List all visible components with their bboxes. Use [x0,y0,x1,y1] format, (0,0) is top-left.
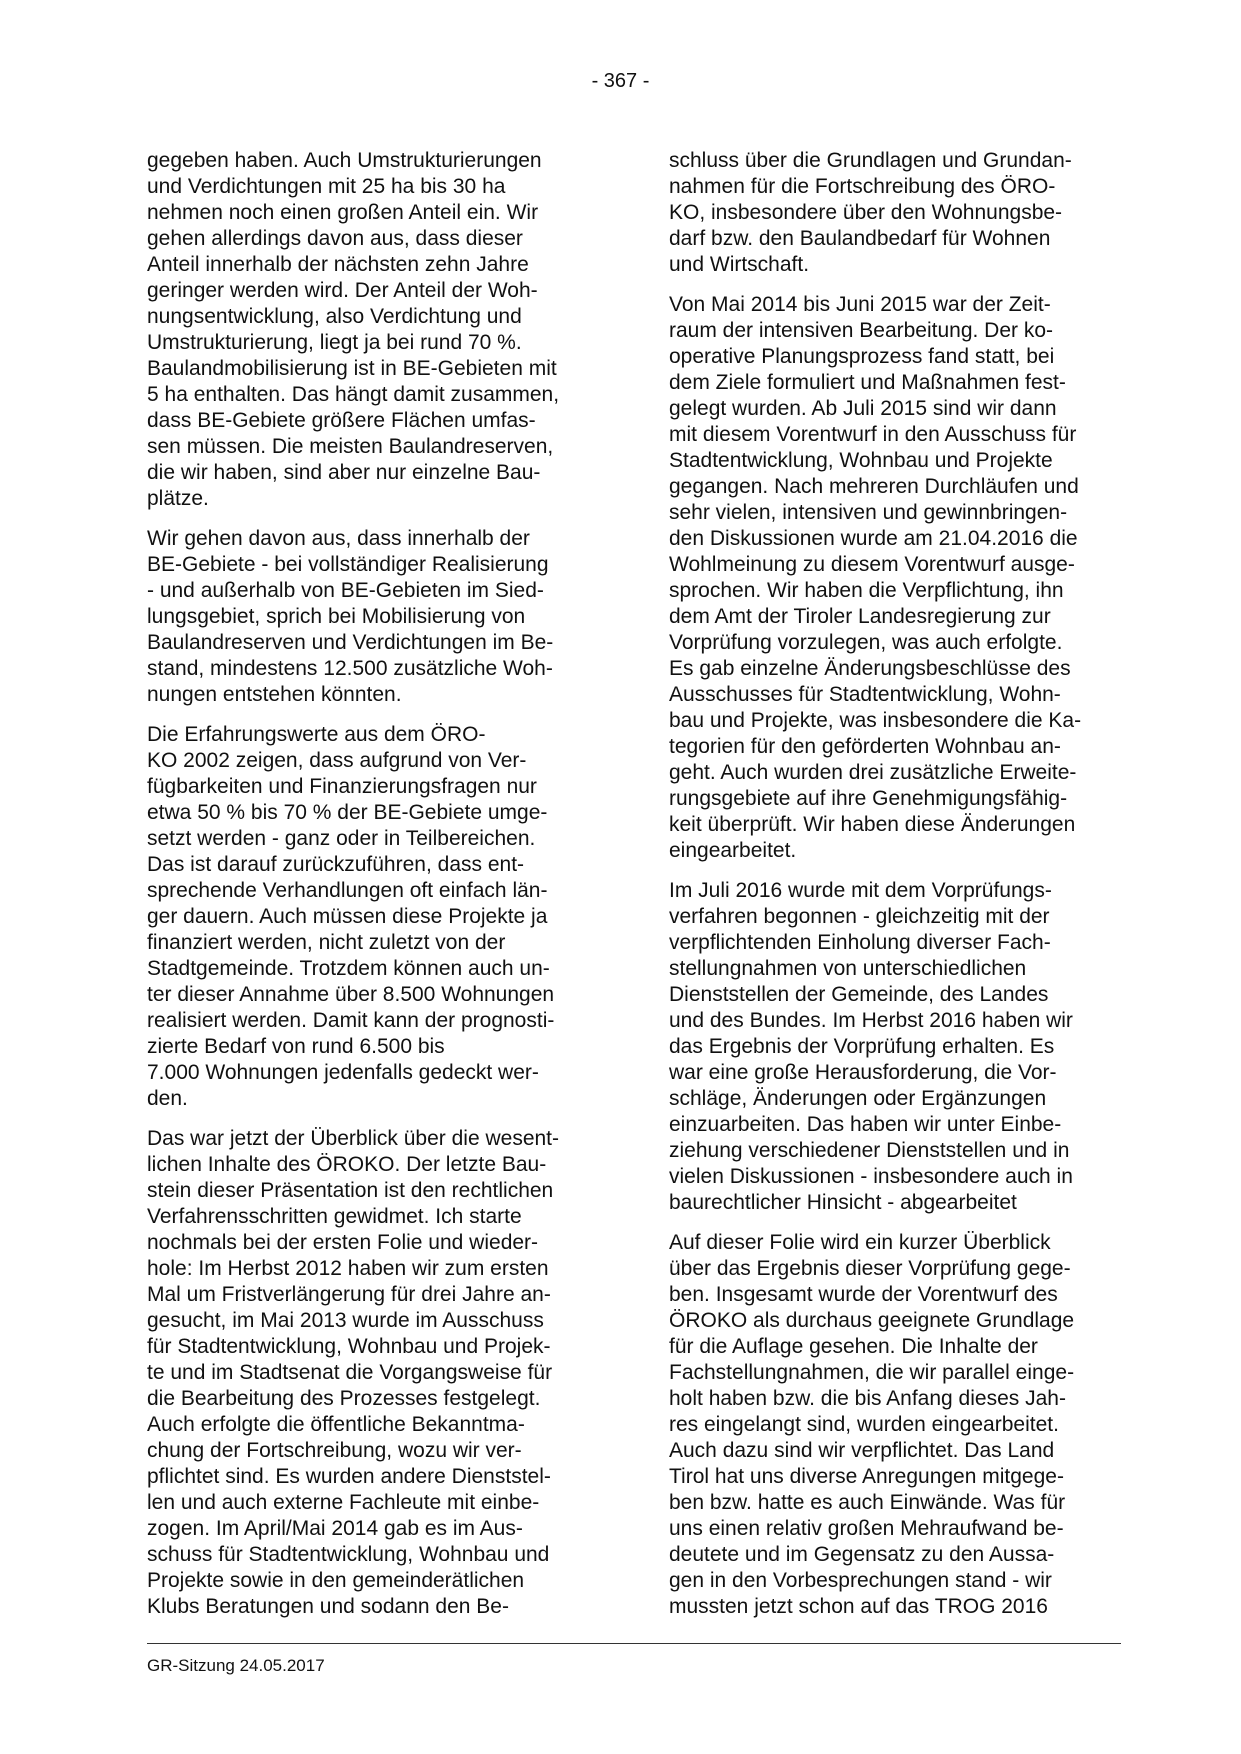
text-line: setzt werden - ganz oder in Teilbereichen. [147,827,536,850]
text-line: Anteil innerhalb der nächsten zehn Jahre [147,253,529,276]
text-line: geht. Auch wurden drei zusätzliche Erweite- [669,761,1077,784]
text-line: und des Bundes. Im Herbst 2016 haben wir [669,1009,1073,1032]
text-line: KO 2002 zeigen, dass aufgrund von Ver- [147,749,527,772]
paragraph-gap [147,708,599,722]
text-line: fügbarkeiten und Finanzierungsfragen nur [147,775,537,798]
paragraph [669,292,1121,864]
text-line: bau und Projekte, was insbesondere die Ka- [669,709,1082,732]
text-line: KO, insbesondere über den Wohnungsbe- [669,201,1063,224]
text-line: ben. Insgesamt wurde der Vorentwurf des [669,1283,1058,1306]
text-line: ÖROKO als durchaus geeignete Grundlage [669,1309,1075,1332]
text-line: mit diesem Vorentwurf in den Ausschuss für [669,423,1077,446]
text-line: operative Planungsprozess fand statt, bei [669,345,1055,368]
text-line: res eingelangt sind, wurden eingearbeitet. [669,1413,1059,1436]
text-line: Die Erfahrungswerte aus dem ÖRO- [147,723,486,746]
text-line: raum der intensiven Bearbeitung. Der ko- [669,319,1054,342]
text-line: Projekte sowie in den gemeinderätlichen [147,1569,525,1592]
text-line: mussten jetzt schon auf das TROG 2016 [669,1595,1048,1618]
text-line: verfahren begonnen - gleichzeitig mit der [669,905,1050,928]
text-line: eingearbeitet. [669,839,797,862]
paragraph [147,148,599,512]
paragraph [147,722,599,1112]
text-line: verpflichtenden Einholung diverser Fach- [669,931,1051,954]
text-line: über das Ergebnis dieser Vorprüfung gege- [669,1257,1071,1280]
text-line: baurechtlicher Hinsicht - abgearbeitet [669,1191,1017,1214]
text-line: - und außerhalb von BE-Gebieten im Sied- [147,579,544,602]
text-line: nahmen für die Fortschreibung des ÖRO- [669,175,1056,198]
text-line: sprechende Verhandlungen oft einfach län- [147,879,548,902]
text-line: die Bearbeitung des Prozesses festgelegt. [147,1387,541,1410]
text-line: gelegt wurden. Ab Juli 2015 sind wir dann [669,397,1057,420]
text-line: Baulandmobilisierung ist in BE-Gebieten mit [147,357,557,380]
text-line: und Verdichtungen mit 25 ha bis 30 ha [147,175,506,198]
text-line: tegorien für den geförderten Wohnbau an- [669,735,1061,758]
left-column [147,148,599,1620]
text-line: etwa 50 % bis 70 % der BE-Gebiete umge- [147,801,548,824]
text-line: und Wirtschaft. [669,253,810,276]
text-line: stand, mindestens 12.500 zusätzliche Woh- [147,657,553,680]
text-line: lungsgebiet, sprich bei Mobilisierung von [147,605,526,628]
text-line: für Stadtentwicklung, Wohnbau und Projek- [147,1335,551,1358]
text-line: Im Juli 2016 wurde mit dem Vorprüfungs- [669,879,1052,902]
text-line: rungsgebiete auf ihre Genehmigungsfähig- [669,787,1068,810]
text-line: Baulandreserven und Verdichtungen im Be- [147,631,554,654]
right-column [669,148,1121,1620]
text-line: dass BE-Gebiete größere Flächen umfas- [147,409,536,432]
text-line: Dienststellen der Gemeinde, des Landes [669,983,1049,1006]
text-line: zierte Bedarf von rund 6.500 bis [147,1035,445,1058]
text-line: ger dauern. Auch müssen diese Projekte ja [147,905,548,928]
text-line: Stadtentwicklung, Wohnbau und Projekte [669,449,1053,472]
text-line: chung der Fortschreibung, wozu wir ver- [147,1439,522,1462]
text-line: stein dieser Präsentation ist den rechtlichen [147,1179,554,1202]
text-line: gen in den Vorbesprechungen stand - wir [669,1569,1052,1592]
text-line: darf bzw. den Baulandbedarf für Wohnen [669,227,1051,250]
text-line: gegeben haben. Auch Umstrukturierungen [147,149,542,172]
text-line: nochmals bei der ersten Folie und wieder- [147,1231,539,1254]
text-line: te und im Stadtsenat die Vorgangsweise für [147,1361,553,1384]
text-line: lichen Inhalte des ÖROKO. Der letzte Bau- [147,1153,547,1176]
text-line: deutete und im Gegensatz zu den Aussa- [669,1543,1055,1566]
text-line: Von Mai 2014 bis Juni 2015 war der Zeit- [669,293,1051,316]
text-line: 5 ha enthalten. Das hängt damit zusammen, [147,383,560,406]
text-line: Auf dieser Folie wird ein kurzer Überblick [669,1231,1051,1254]
text-line: hole: Im Herbst 2012 haben wir zum ersten [147,1257,549,1280]
text-line: sen müssen. Die meisten Baulandreserven, [147,435,554,458]
paragraph-gap [669,1216,1121,1230]
text-line: sprochen. Wir haben die Verpflichtung, ihn [669,579,1064,602]
text-line: schläge, Änderungen oder Ergänzungen [669,1087,1047,1110]
text-line: für die Auflage gesehen. Die Inhalte der [669,1335,1038,1358]
text-line: nungen entstehen könnten. [147,683,402,706]
paragraph [669,878,1121,1216]
page-number: - 367 - [591,70,650,92]
text-line: Wohlmeinung zu diesem Vorentwurf ausge- [669,553,1075,576]
text-line: Verfahrensschritten gewidmet. Ich starte [147,1205,522,1228]
text-line: Wir gehen davon aus, dass innerhalb der [147,527,530,550]
text-line: uns einen relativ großen Mehraufwand be- [669,1517,1064,1540]
text-line: gehen allerdings davon aus, dass dieser [147,227,523,250]
text-line: ziehung verschiedener Dienststellen und in [669,1139,1070,1162]
text-line: Auch erfolgte die öffentliche Bekanntma- [147,1413,525,1436]
text-line: den Diskussionen wurde am 21.04.2016 die [669,527,1078,550]
text-line: finanziert werden, nicht zuletzt von der [147,931,506,954]
text-line: dem Amt der Tiroler Landesregierung zur [669,605,1051,628]
text-line: zogen. Im April/Mai 2014 gab es im Aus- [147,1517,523,1540]
text-line: plätze. [147,487,209,510]
text-line: ben bzw. hatte es auch Einwände. Was für [669,1491,1066,1514]
text-line: einzuarbeiten. Das haben wir unter Einbe- [669,1113,1062,1136]
text-line: nungsentwicklung, also Verdichtung und [147,305,522,328]
text-line: dem Ziele formuliert und Maßnahmen fest- [669,371,1066,394]
text-line: Das ist darauf zurückzuführen, dass ent- [147,853,525,876]
paragraph-gap [669,278,1121,292]
text-line: die wir haben, sind aber nur einzelne Bau- [147,461,541,484]
paragraph [147,526,599,708]
paragraph-gap [147,1112,599,1126]
text-line: Klubs Beratungen und sodann den Be- [147,1595,509,1618]
text-line: nehmen noch einen großen Anteil ein. Wir [147,201,539,224]
paragraph [147,1126,599,1620]
text-line: Es gab einzelne Änderungsbeschlüsse des [669,657,1071,680]
text-line: Stadtgemeinde. Trotzdem können auch un- [147,957,550,980]
paragraph-gap [147,512,599,526]
text-line: stellungnahmen von unterschiedlichen [669,957,1027,980]
footer-divider [147,1643,1121,1644]
text-line: len und auch externe Fachleute mit einbe- [147,1491,540,1514]
text-line: pflichtet sind. Es wurden andere Dienststel- [147,1465,551,1488]
paragraph-gap [669,864,1121,878]
text-line: gesucht, im Mai 2013 wurde im Ausschuss [147,1309,544,1332]
text-line: Ausschusses für Stadtentwicklung, Wohn- [669,683,1061,706]
text-line: BE-Gebiete - bei vollständiger Realisierung [147,553,549,576]
text-line: gegangen. Nach mehreren Durchläufen und [669,475,1079,498]
text-line: Mal um Fristverlängerung für drei Jahre an- [147,1283,551,1306]
text-line: war eine große Herausforderung, die Vor- [669,1061,1057,1084]
paragraph [669,1230,1121,1620]
text-line: das Ergebnis der Vorprüfung erhalten. Es [669,1035,1055,1058]
text-line: den. [147,1087,188,1110]
text-line: geringer werden wird. Der Anteil der Woh- [147,279,538,302]
text-line: keit überprüft. Wir haben diese Änderungen [669,813,1076,836]
footer-session-date: GR-Sitzung 24.05.2017 [147,1656,325,1675]
text-line: 7.000 Wohnungen jedenfalls gedeckt wer- [147,1061,539,1084]
text-line: schuss für Stadtentwicklung, Wohnbau und [147,1543,550,1566]
text-line: Vorprüfung vorzulegen, was auch erfolgte. [669,631,1063,654]
paragraph [669,148,1121,278]
text-line: ter dieser Annahme über 8.500 Wohnungen [147,983,555,1006]
text-line: Das war jetzt der Überblick über die wesent- [147,1127,560,1150]
text-line: sehr vielen, intensiven und gewinnbringen- [669,501,1068,524]
text-line: realisiert werden. Damit kann der prognosti- [147,1009,555,1032]
text-line: Tirol hat uns diverse Anregungen mitgege- [669,1465,1064,1488]
text-line: Auch dazu sind wir verpflichtet. Das Land [669,1439,1055,1462]
text-line: vielen Diskussionen - insbesondere auch in [669,1165,1073,1188]
text-line: Fachstellungnahmen, die wir parallel einge- [669,1361,1075,1384]
text-line: schluss über die Grundlagen und Grundan- [669,149,1072,172]
text-line: Umstrukturierung, liegt ja bei rund 70 %. [147,331,522,354]
text-line: holt haben bzw. die bis Anfang dieses Jah- [669,1387,1066,1410]
